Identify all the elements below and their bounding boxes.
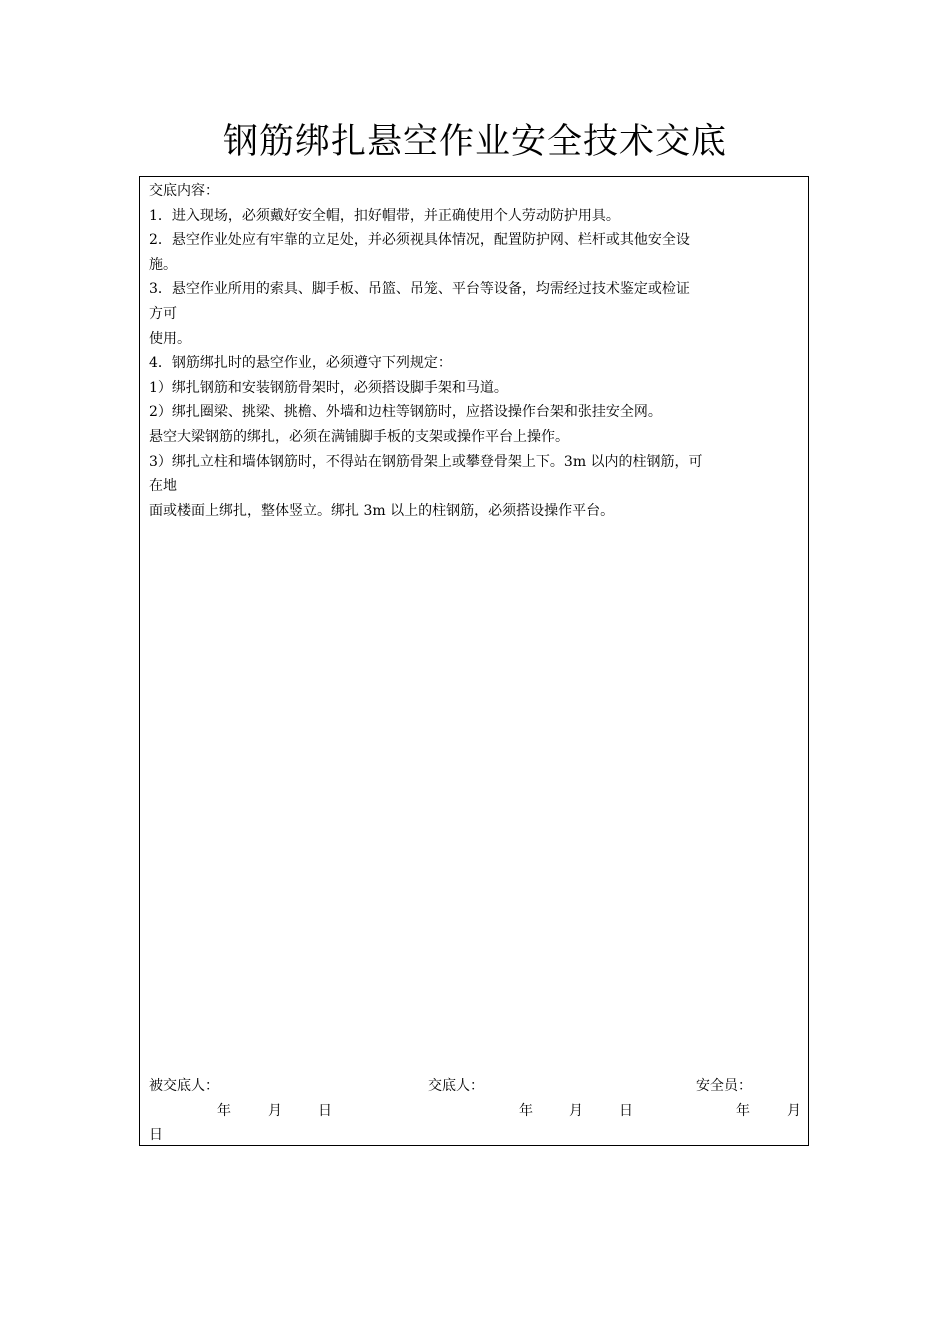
discloser-date-month: 月 — [569, 1103, 583, 1119]
receiver-label: 被交底人： — [149, 1078, 219, 1094]
content-heading: 交底内容： — [149, 183, 219, 199]
content-line: 3．悬空作业所用的索具、脚手板、吊篮、吊笼、平台等设备，均需经过技术鉴定或检证 — [149, 281, 690, 298]
safety-officer-label: 安全员： — [696, 1078, 752, 1094]
disclosure-box — [139, 176, 809, 1146]
receiver-date-day: 日 — [318, 1103, 332, 1119]
content-line: 方可 — [149, 305, 177, 322]
discloser-date-day: 日 — [619, 1103, 633, 1119]
receiver-date-year: 年 — [217, 1103, 231, 1119]
safety-date-day: 日 — [149, 1127, 163, 1143]
content-line: 施。 — [149, 256, 177, 273]
document-title: 钢筋绑扎悬空作业安全技术交底 — [222, 122, 727, 162]
content-line: 1）绑扎钢筋和安装钢筋骨架时，必须搭设脚手架和马道。 — [149, 379, 508, 396]
discloser-date-year: 年 — [519, 1103, 533, 1119]
content-line: 4．钢筋绑扎时的悬空作业，必须遵守下列规定： — [149, 355, 452, 372]
content-line: 1．进入现场，必须戴好安全帽，扣好帽带，并正确使用个人劳动防护用具。 — [149, 207, 620, 224]
receiver-date-month: 月 — [268, 1103, 282, 1119]
content-line: 2．悬空作业处应有牢靠的立足处，并必须视具体情况，配置防护网、栏杆或其他安全设 — [149, 232, 690, 249]
content-line: 面或楼面上绑扎，整体竖立。绑扎 3m 以上的柱钢筋，必须搭设操作平台。 — [149, 502, 615, 519]
safety-date-year: 年 — [736, 1103, 750, 1119]
disclosure-content — [149, 179, 804, 523]
discloser-label: 交底人： — [428, 1078, 484, 1094]
content-line: 3）绑扎立柱和墙体钢筋时，不得站在钢筋骨架上或攀登骨架上下。3m 以内的柱钢筋，可 — [149, 453, 703, 470]
safety-date-month: 月 — [787, 1103, 801, 1119]
content-line: 悬空大梁钢筋的绑扎，必须在满铺脚手板的支架或操作平台上操作。 — [149, 428, 569, 445]
content-line: 在地 — [149, 478, 177, 495]
content-line: 使用。 — [149, 330, 191, 347]
content-line: 2）绑扎圈梁、挑梁、挑檐、外墙和边柱等钢筋时，应搭设操作台架和张挂安全网。 — [149, 404, 662, 421]
